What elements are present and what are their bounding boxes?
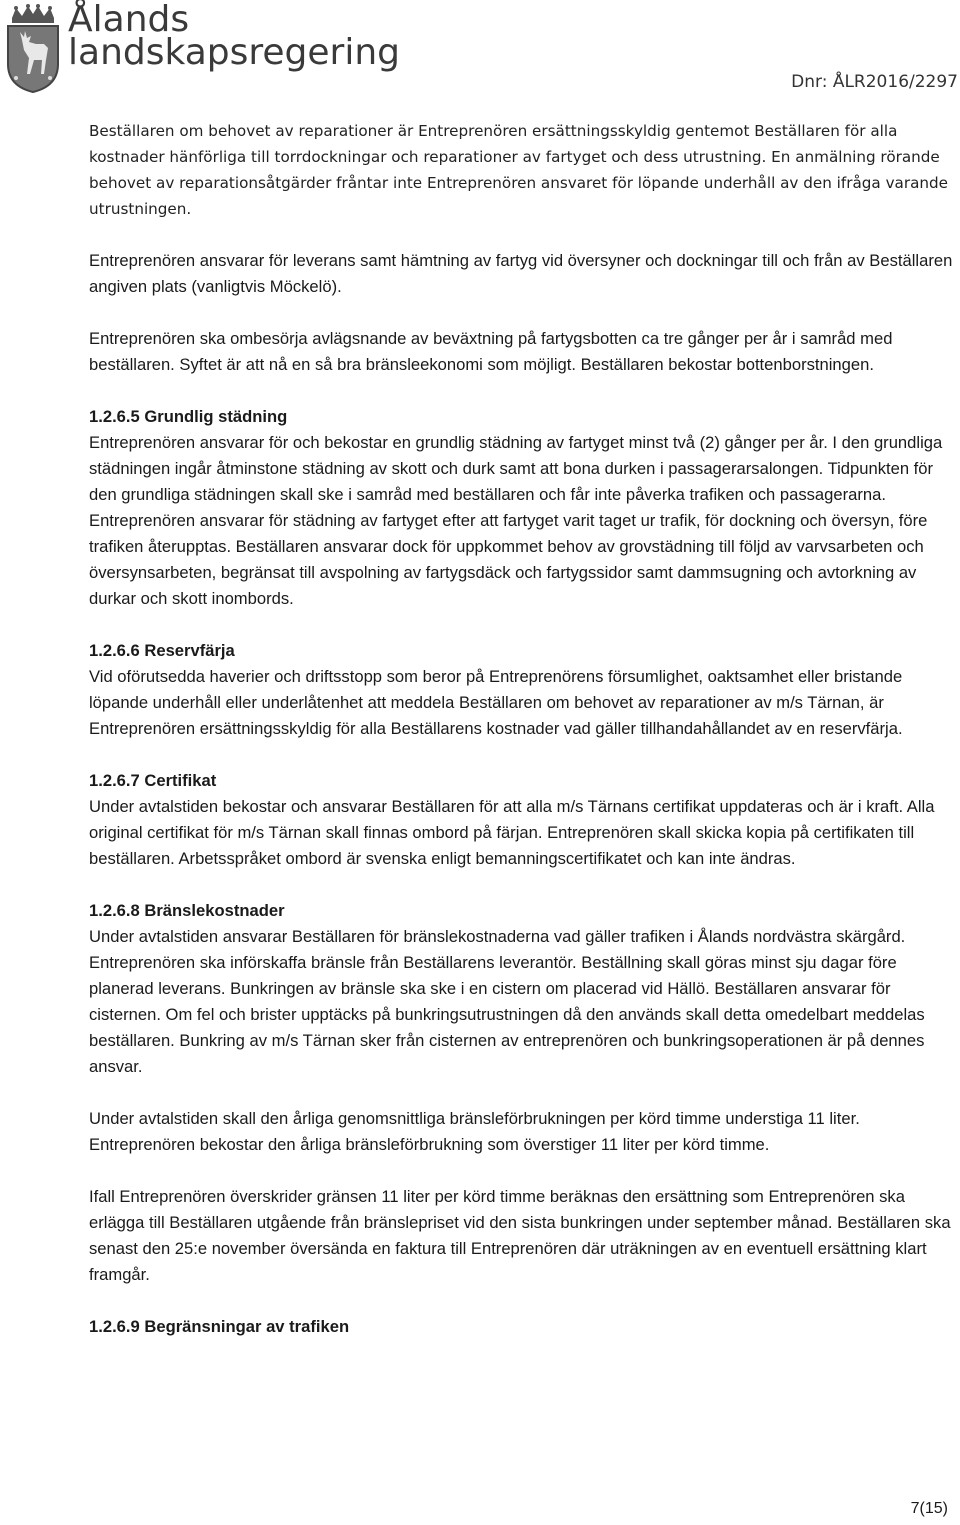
document-number: Dnr: ÅLR2016/2297	[791, 72, 958, 92]
section-heading: 1.2.6.6 Reservfärja	[89, 641, 235, 660]
section-heading: 1.2.6.9 Begränsningar av trafiken	[89, 1317, 350, 1336]
brand-name	[68, 2, 400, 71]
paragraph-hull-cleaning: Entreprenören ska ombesörja avlägsnande av beväxtning på fartygsbotten ca tre gånger per år i samråd med beställaren. Syftet är att nå en så bra bränsleekonomi som möjligt. Beställaren bekostar bottenborstningen.	[89, 329, 893, 374]
section-text: Under avtalstiden ansvarar Beställaren för bränslekostnaderna vad gäller trafiken i Ålands nordvästra skärgård. Entreprenören ska införskaffa bränsle från Beställarens leverantör. Beställning skall göras minst sju dagar före planerad leverans. Bunkringen av bränsle ska ske i en cistern om placerad vid Hällö. Beställaren ansvarar för cisternen. Om fel och brister upptäcks på bunkringsutrustningen då den används skall detta omedelbart meddelas beställaren. Bunkring av m/s Tärnan sker från cisternen av entreprenören och bunkringsoperationen är på dennes ansvar.	[89, 927, 925, 1076]
section-heading: 1.2.6.7 Certifikat	[89, 771, 217, 790]
section-reservfarja	[89, 638, 957, 742]
paragraph-delivery: Entreprenören ansvarar för leverans samt hämtning av fartyg vid översyner och dockningar till och från av Beställaren angiven plats (vanligtvis Möckelö).	[89, 251, 953, 296]
document-body	[89, 118, 957, 1366]
brand-line-2: landskapsregering	[68, 32, 400, 73]
paragraph-intro: Beställaren om behovet av reparationer är Entreprenören ersättningsskyldig gentemot Beställaren för alla kostnader hänförliga till torrdockningar och reparationer av fartyget och dess utrustning. En anmälning rörande behovet av reparationsåtgärder fråntar inte Entreprenören ansvaret för löpande underhåll av den ifråga varande utrustningen.	[89, 122, 949, 218]
section-branslekostnader	[89, 898, 957, 1080]
paragraph-fuel-compensation: Ifall Entreprenören överskrider gränsen 11 liter per körd timme beräknas den ersättning som Entreprenören ska erlägga till Beställaren utgående från bränslepriset vid den sista bunkringen under september månad. Beställaren ska senast den 25:e november översända en faktura till Entreprenören där uträkningen av en eventuell ersättning klart framgår.	[89, 1187, 951, 1284]
section-begransningar	[89, 1314, 957, 1340]
section-certifikat	[89, 768, 957, 872]
aland-coat-of-arms-icon	[4, 4, 62, 94]
section-text: Vid oförutsedda haverier och driftsstopp som beror på Entreprenörens försumlighet, oaktsamhet eller bristande löpande underhåll eller underlåtenhet att meddela Beställaren om behovet av reparationer av m/s Tärnan, är Entreprenören ersättningsskyldig för alla Beställarens kostnader vad gäller tillhandahållandet av en reservfärja.	[89, 667, 903, 738]
paragraph-fuel-consumption: Under avtalstiden skall den årliga genomsnittliga bränsleförbrukningen per körd timme understiga 11 liter. Entreprenören bekostar den årliga bränsleförbrukning som överstiger 11 liter per körd timme.	[89, 1109, 860, 1154]
brand-line-1: Ålands	[68, 0, 190, 40]
page-number: 7(15)	[910, 1500, 948, 1517]
section-text: Under avtalstiden bekostar och ansvarar Beställaren för att alla m/s Tärnans certifikat uppdateras och är i kraft. Alla original certifikat för m/s Tärnan skall finnas ombord på färjan. Entreprenören skall skicka kopia på certifikaten till beställaren. Arbetsspråket ombord är svenska enligt bemanningscertifikatet och kan inte ändras.	[89, 797, 935, 868]
section-grundlig-stadning	[89, 404, 957, 612]
page-header	[0, 0, 960, 105]
section-text: Entreprenören ansvarar för och bekostar en grundlig städning av fartyget minst två (2) gånger per år. I den grundliga städningen ingår åtminstone städning av skott och durk samt att bona durken i passagerarsalongen. Tidpunkten för den grundliga städningen skall ske i samråd med beställaren och får inte påverka trafiken och passagerarna. Entreprenören ansvarar för städning av fartyget efter att fartyget varit taget ur trafik, för dockning och översyn, före trafiken återupptas. Beställaren ansvarar dock för uppkommet behov av grovstädning till följd av varvsarbeten och översynsarbeten, begränsat till avspolning av fartygsdäck och fartygssidor samt dammsugning och avtorkning av durkar och skott inombords.	[89, 433, 943, 608]
section-heading: 1.2.6.8 Bränslekostnader	[89, 901, 285, 920]
section-heading: 1.2.6.5 Grundlig städning	[89, 407, 288, 426]
